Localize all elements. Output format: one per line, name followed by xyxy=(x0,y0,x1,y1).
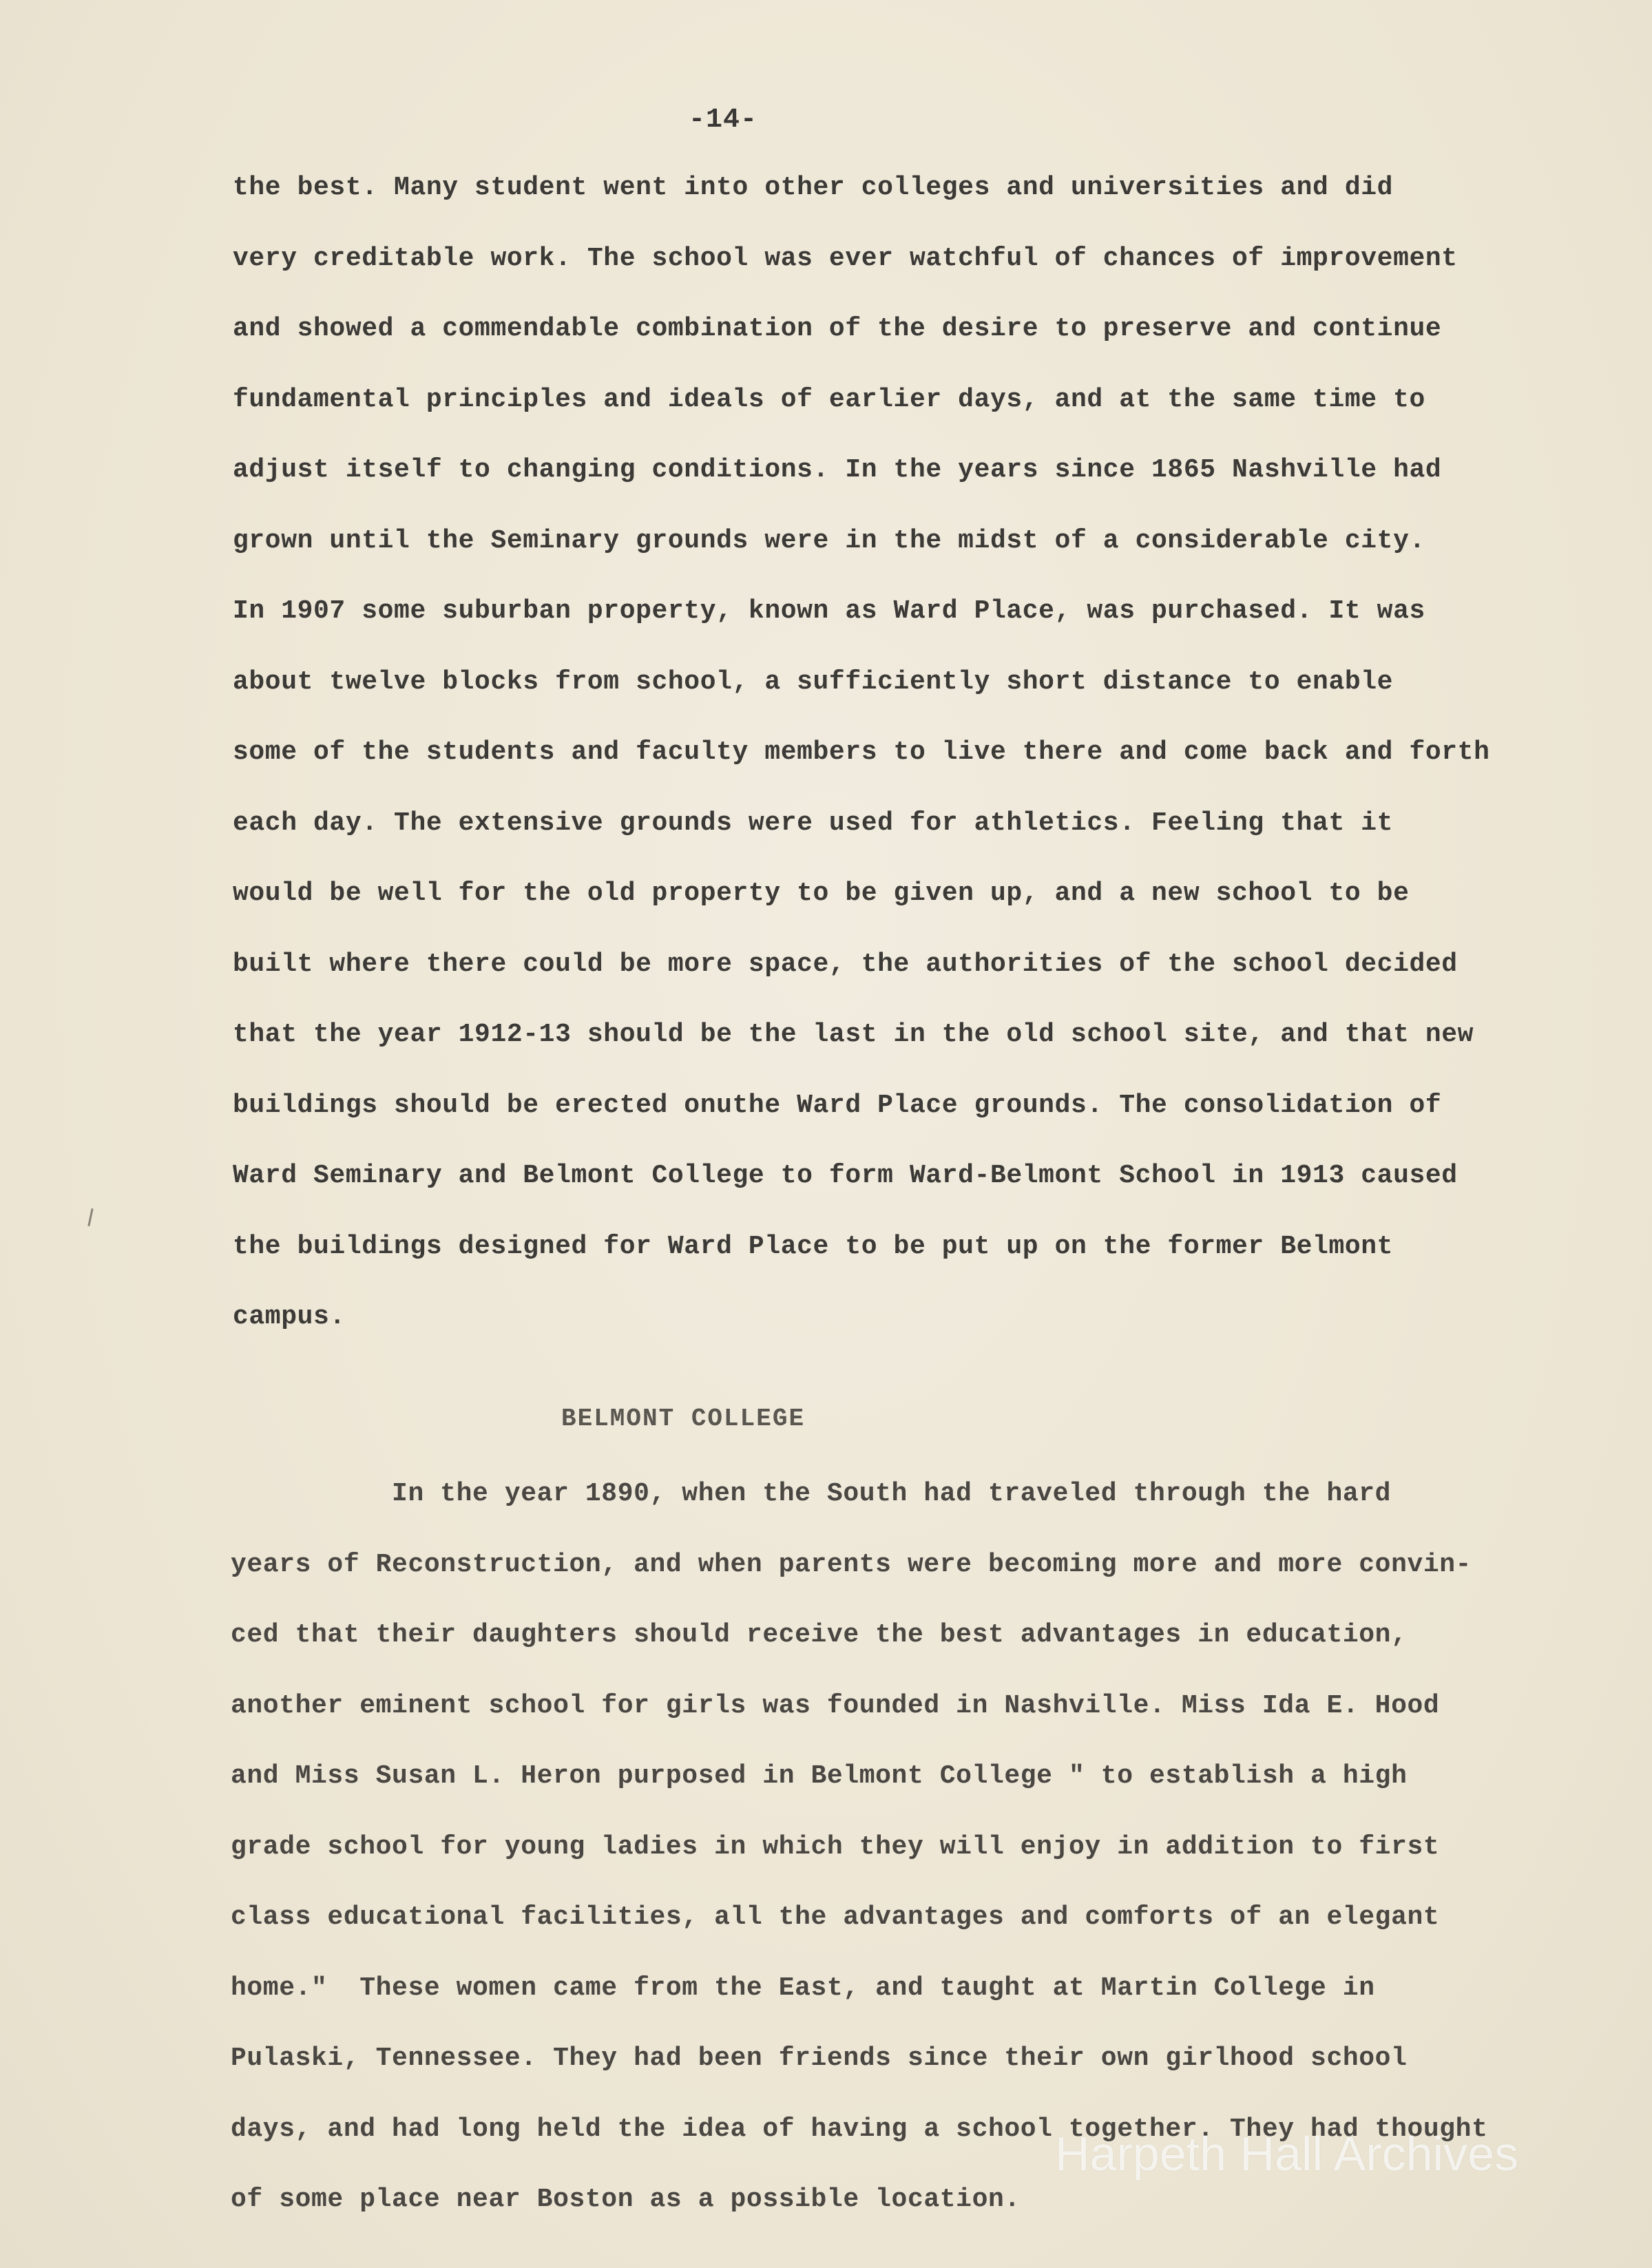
text-line: In the year 1890, when the South had traveled through the hard xyxy=(231,1479,1392,1509)
text-line: adjust itself to changing conditions. In the years since 1865 Nashville had xyxy=(233,455,1442,485)
text-line: grade school for young ladies in which they will enjoy in addition to first xyxy=(231,1831,1440,1862)
text-line: In 1907 some suburban property, known as Ward Place, was purchased. It was xyxy=(233,596,1425,626)
text-line: the buildings designed for Ward Place to be put up on the former Belmont xyxy=(233,1231,1394,1261)
margin-pencil-mark xyxy=(87,1208,93,1226)
text-line: Ward Seminary and Belmont College to form Ward-Belmont School in 1913 caused xyxy=(233,1161,1458,1190)
page-number: -14- xyxy=(689,105,758,136)
text-line: built where there could be more space, the authorities of the school decided xyxy=(233,949,1458,979)
archive-watermark: Harpeth Hall Archives xyxy=(1055,2127,1519,2181)
text-line: buildings should be erected onuthe Ward Place grounds. The consolidation of xyxy=(233,1090,1442,1120)
text-line: very creditable work. The school was ever watchful of chances of improvement xyxy=(233,243,1458,273)
text-line: and showed a commendable combination of the desire to preserve and continue xyxy=(233,314,1442,344)
text-line: years of Reconstruction, and when parents were becoming more and more convin- xyxy=(231,1549,1472,1579)
text-line: days, and had long held the idea of having a school together. They had thought xyxy=(231,2114,1488,2144)
text-line: that the year 1912-13 should be the last in the old school site, and that new xyxy=(233,1020,1474,1049)
text-line: another eminent school for girls was founded in Nashville. Miss Ida E. Hood xyxy=(231,1690,1440,1721)
text-line: would be well for the old property to be given up, and a new school to be xyxy=(233,879,1410,908)
text-line: each day. The extensive grounds were used for athletics. Feeling that it xyxy=(233,808,1394,838)
text-line: campus. xyxy=(233,1302,346,1332)
text-line: fundamental principles and ideals of earlier days, and at the same time to xyxy=(233,384,1425,414)
text-line: class educational facilities, all the advantages and comforts of an elegant xyxy=(231,1902,1440,1932)
text-line: of some place near Boston as a possible location. xyxy=(231,2185,1021,2214)
paragraph-ward-seminary xyxy=(233,164,1603,1364)
text-line: about twelve blocks from school, a sufficiently short distance to enable xyxy=(233,666,1394,697)
text-line: Pulaski, Tennessee. They had been friends since their own girlhood school xyxy=(231,2044,1408,2073)
text-line: and Miss Susan L. Heron purposed in Belmont College " to establish a high xyxy=(231,1761,1408,1791)
section-heading: BELMONT COLLEGE xyxy=(561,1405,806,1433)
text-line: the best. Many student went into other colleges and universities and did xyxy=(233,173,1394,202)
text-line: ced that their daughters should receive the best advantages in education, xyxy=(231,1620,1408,1650)
text-line: some of the students and faculty members to live there and come back and forth xyxy=(233,737,1490,767)
text-line: grown until the Seminary grounds were in the midst of a considerable city. xyxy=(233,525,1425,556)
text-line: home." These women came from the East, and taught at Martin College in xyxy=(231,1973,1375,2003)
